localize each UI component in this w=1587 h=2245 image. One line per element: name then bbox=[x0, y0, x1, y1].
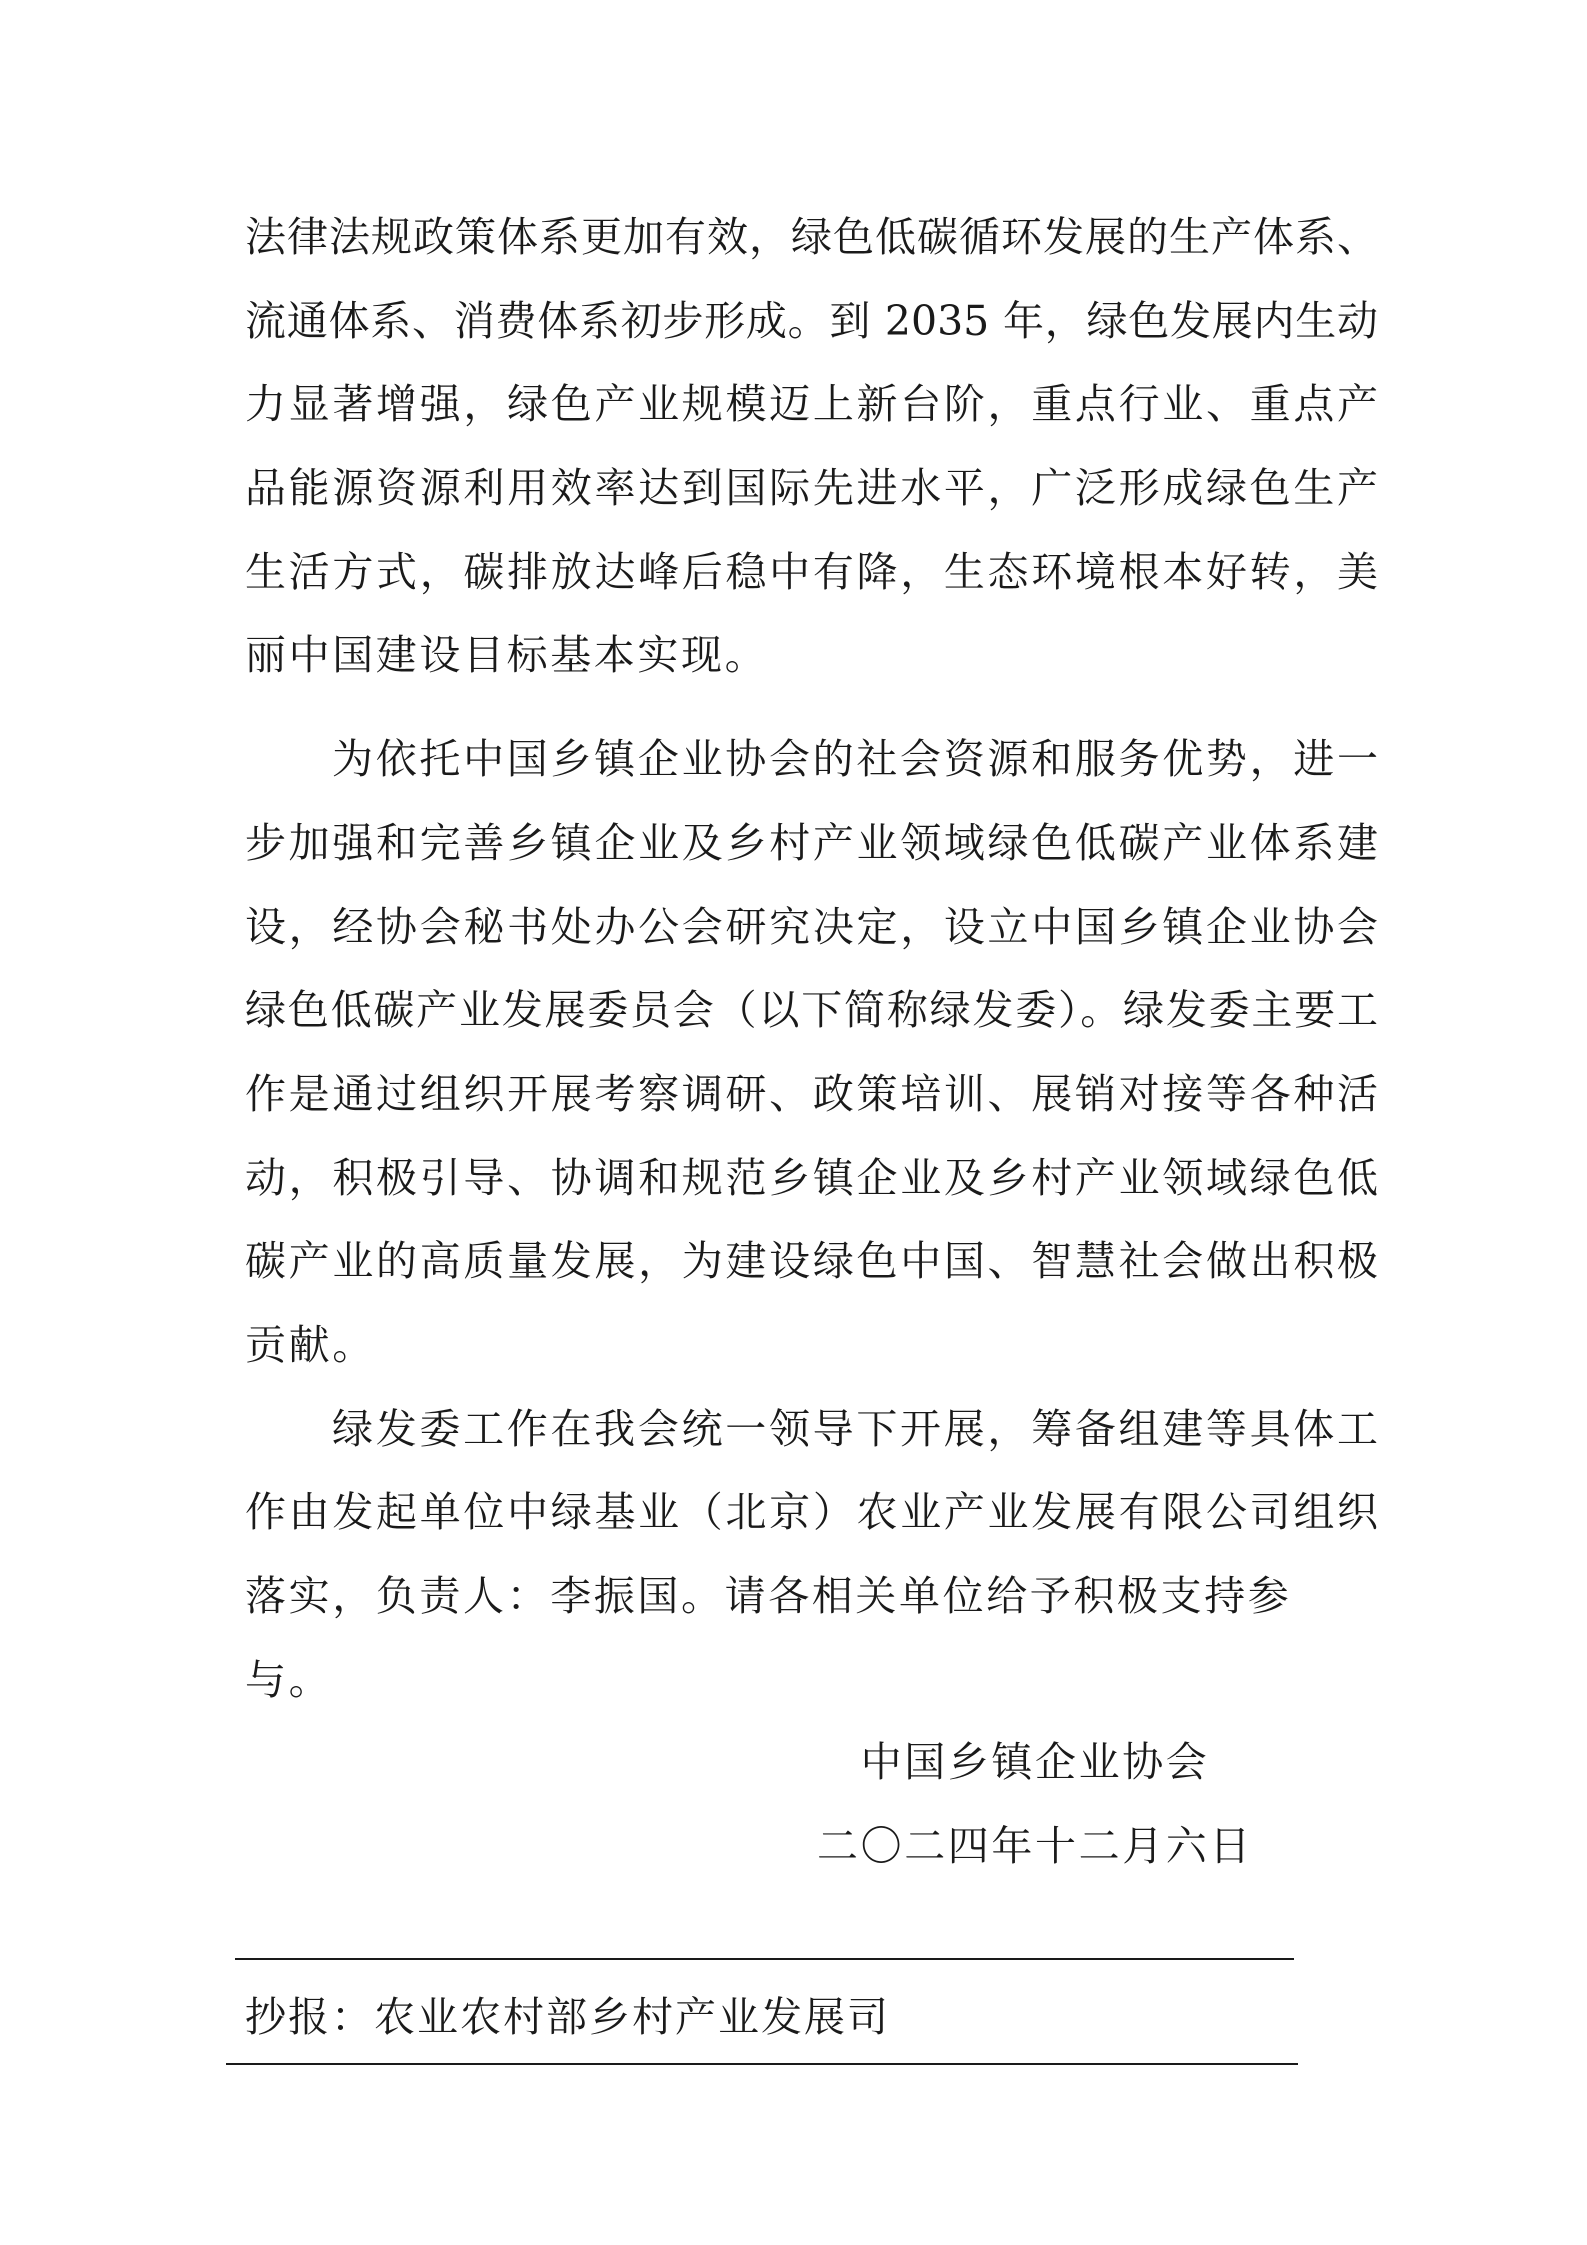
text-line: 步加强和完善乡镇企业及乡村产业领域绿色低碳产业体系建 bbox=[245, 818, 1378, 867]
distribution-top-rule bbox=[235, 1958, 1294, 1960]
text-line: 流通体系、消费体系初步形成。到 2035 年，绿色发展内生动 bbox=[245, 296, 1378, 345]
distribution-line bbox=[245, 1975, 890, 2059]
text-line: 绿发委工作在我会统一领导下开展，筹备组建等具体工 bbox=[332, 1404, 1378, 1453]
signature-block bbox=[817, 1721, 1253, 1888]
text-line: 为依托中国乡镇企业协会的社会资源和服务优势，进一 bbox=[332, 735, 1378, 784]
distribution-label: 抄报： bbox=[245, 1993, 374, 2041]
text-line: 绿色低碳产业发展委员会（以下简称绿发委）。绿发委主要工 bbox=[245, 986, 1378, 1035]
text-line: 设，经协会秘书处办公会研究决定，设立中国乡镇企业协会 bbox=[245, 902, 1378, 951]
distribution-bottom-rule bbox=[226, 2063, 1298, 2065]
text-line: 品能源资源利用效率达到国际先进水平，广泛形成绿色生产 bbox=[245, 464, 1378, 513]
text-line: 生活方式，碳排放达峰后稳中有降，生态环境根本好转，美 bbox=[245, 547, 1378, 596]
text-line: 力显著增强，绿色产业规模迈上新台阶，重点行业、重点产 bbox=[245, 380, 1378, 429]
text-line: 作由发起单位中绿基业（北京）农业产业发展有限公司组织 bbox=[245, 1488, 1378, 1537]
body-text bbox=[245, 196, 1378, 1704]
text-line: 作是通过组织开展考察调研、政策培训、展销对接等各种活 bbox=[245, 1069, 1378, 1118]
paragraph-committee-establishment bbox=[245, 718, 1378, 1388]
issuing-organization: 中国乡镇企业协会 bbox=[860, 1738, 1210, 1786]
text-line: 贡献。 bbox=[245, 1320, 376, 1369]
text-line: 法律法规政策体系更加有效，绿色低碳循环发展的生产体系、 bbox=[245, 213, 1378, 261]
text-line: 碳产业的高质量发展，为建设绿色中国、智慧社会做出积极 bbox=[245, 1237, 1378, 1286]
paragraph-goals bbox=[245, 196, 1378, 698]
issue-date: 二〇二四年十二月六日 bbox=[817, 1821, 1253, 1870]
text-line: 丽中国建设目标基本实现。 bbox=[245, 631, 769, 680]
distribution-recipient: 农业农村部乡村产业发展司 bbox=[374, 1993, 890, 2041]
text-line: 落实，负责人：李振国。请各相关单位给予积极支持参与。 bbox=[245, 1572, 1292, 1704]
text-line: 动，积极引导、协调和规范乡镇企业及乡村产业领域绿色低 bbox=[245, 1153, 1378, 1202]
paragraph-organization-details bbox=[245, 1388, 1378, 1704]
